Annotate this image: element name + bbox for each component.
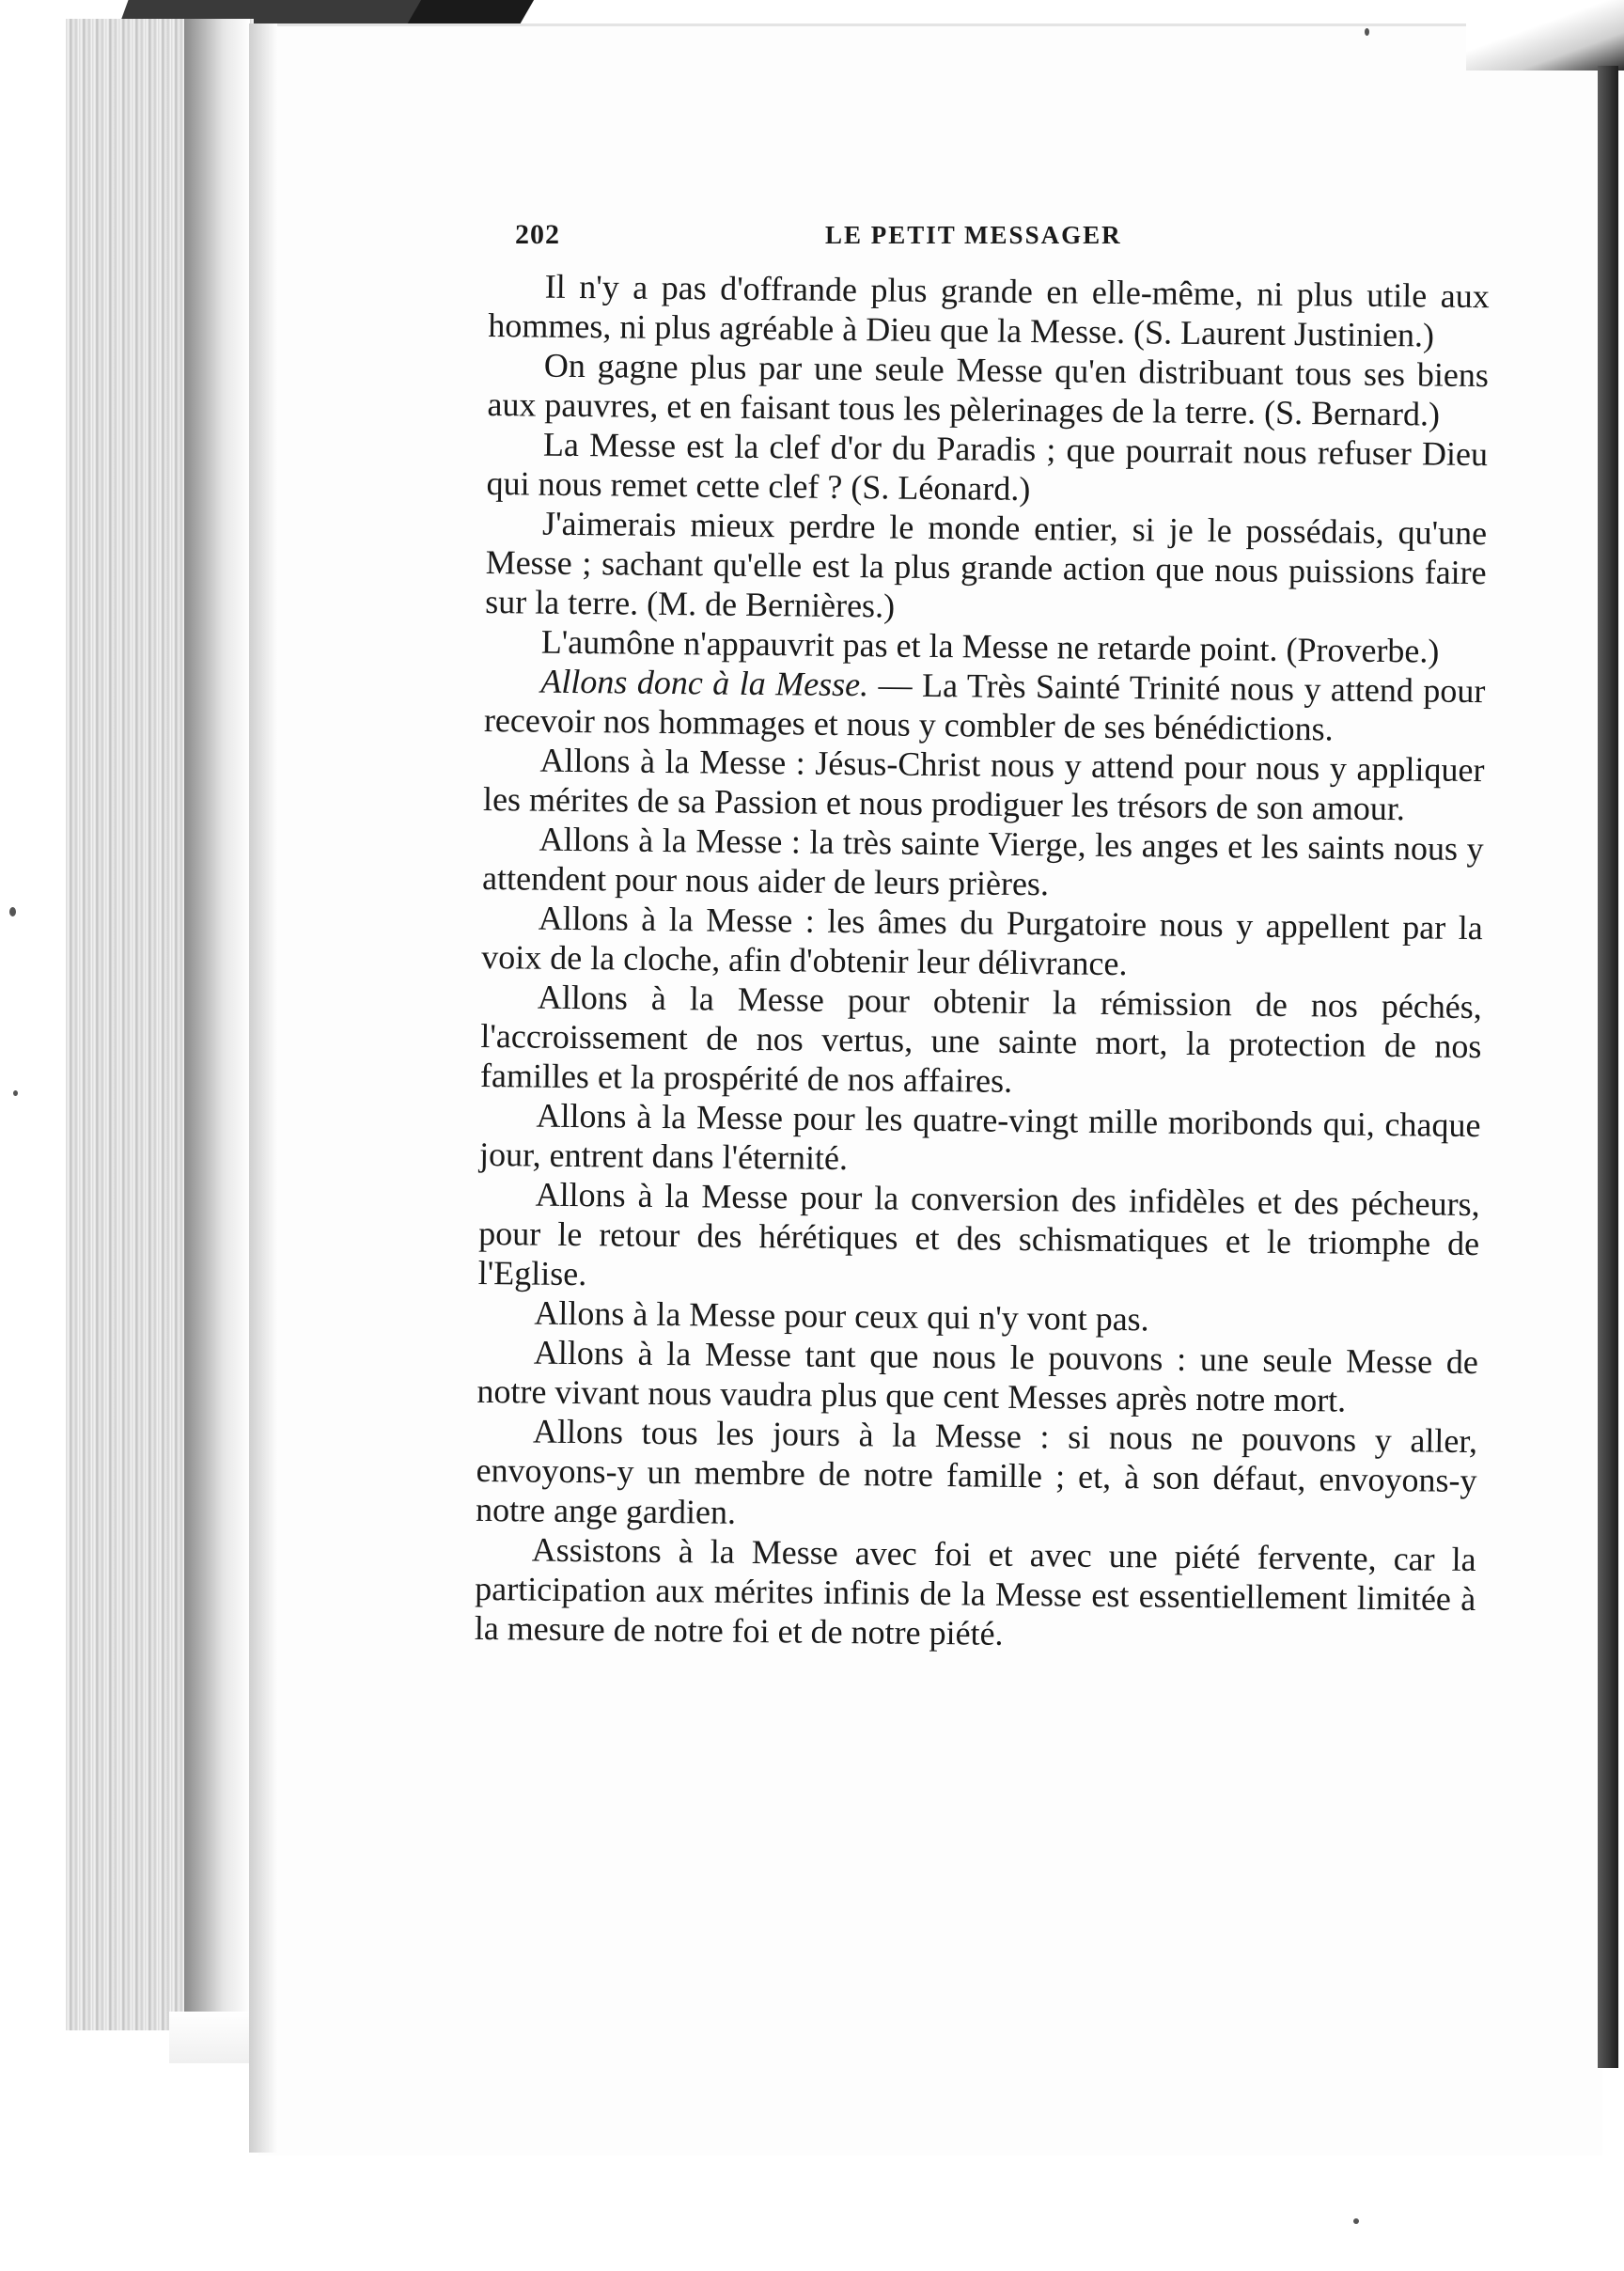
scan-speck xyxy=(1353,2218,1359,2224)
scan-speck xyxy=(13,1090,18,1096)
page-number: 202 xyxy=(515,219,560,250)
paragraph: Allons à la Messe tant que nous le pouvons : une seule Messe de notre vivant nous vaudra plus que cent Messes après notre mort. xyxy=(476,1333,1479,1419)
page-header xyxy=(515,219,1192,260)
page-inner-shadow xyxy=(249,23,277,2153)
paragraph: Allons à la Messe pour la conversion des infidèles et des pécheurs, pour le retour des hérétiques et des schismatiques et le triomphe de l'Eglise. xyxy=(477,1175,1480,1293)
paragraph: L'aumône n'appauvrit pas et la Messe ne retarde point. (Proverbe.) xyxy=(540,622,1440,670)
book-cover-edge xyxy=(1598,66,1618,2068)
paragraph: Allons à la Messe pour obtenir la rémission de nos péchés, l'accroissement de nos vertus, une sainte mort, la protection de nos familles et la prospérité de nos affaires. xyxy=(479,978,1483,1100)
paragraph: J'aimerais mieux perdre le monde entier, si je le possédais, qu'une Messe ; sachant qu'elle est la plus grande action que nous puissions faire sur la terre. (M. de Bernières.) xyxy=(485,504,1488,625)
paragraph: Il n'y a pas d'offrande plus grande en elle-même, ni plus utile aux hommes, ni plus agréable à Dieu que la Messe. (S. Laurent Justinien.) xyxy=(488,267,1490,354)
paragraph: Allons à la Messe : la très sainte Vierge, les anges et les saints nous y attendent pour nous aider de leurs prières. xyxy=(481,820,1484,903)
paragraph: Allons donc à la Messe. — La Très Sainté Trinité nous y attend pour recevoir nos hommages et nous y combler de ses bénédictions. xyxy=(483,662,1486,748)
scan-speck xyxy=(1365,28,1369,36)
paragraph: Allons à la Messe pour les quatre-vingt mille moribonds qui, chaque jour, entrent dans l'éternité. xyxy=(478,1096,1481,1178)
paragraph: Allons à la Messe pour ceux qui n'y vont pas. xyxy=(534,1293,1149,1339)
paragraph: Allons à la Messe : les âmes du Purgatoire nous y appellent par la voix de la cloche, afin d'obtenir leur délivrance. xyxy=(481,899,1483,983)
paragraph: Assistons à la Messe avec foi et avec une piété fervente, car la participation aux mérites infinis de la Messe est essentiellement limitée à la mesure de notre foi et de notre piété. xyxy=(474,1530,1476,1652)
paragraph: La Messe est la clef d'or du Paradis ; que pourrait nous refuser Dieu qui nous remet cette clef ? (S. Léonard.) xyxy=(486,425,1489,509)
paragraph: Allons à la Messe : Jésus-Christ nous y attend pour nous y appliquer les mérites de sa Passion et nous prodiguer les trésors de son amour. xyxy=(482,741,1485,828)
book-gutter-shadow xyxy=(184,19,250,2030)
scan-speck xyxy=(9,907,16,916)
paragraph: Allons tous les jours à la Messe : si nous ne pouvons y aller, envoyons-y un membre de notre famille ; et, à son défaut, envoyons-y notre ange gardien. xyxy=(475,1412,1478,1531)
book-cover-corner xyxy=(1466,0,1624,70)
scan-shadow-top-dark xyxy=(406,0,534,26)
running-head: LE PETIT MESSAGER xyxy=(825,221,1122,249)
paragraph: On gagne plus par une seule Messe qu'en distribuant tous ses biens aux pauvres, et en faisant tous les pèlerinages de la terre. (S. Bernard.) xyxy=(487,346,1490,433)
body-text xyxy=(475,266,1490,1658)
italic-lead: Allons donc à la Messe. xyxy=(540,662,869,704)
